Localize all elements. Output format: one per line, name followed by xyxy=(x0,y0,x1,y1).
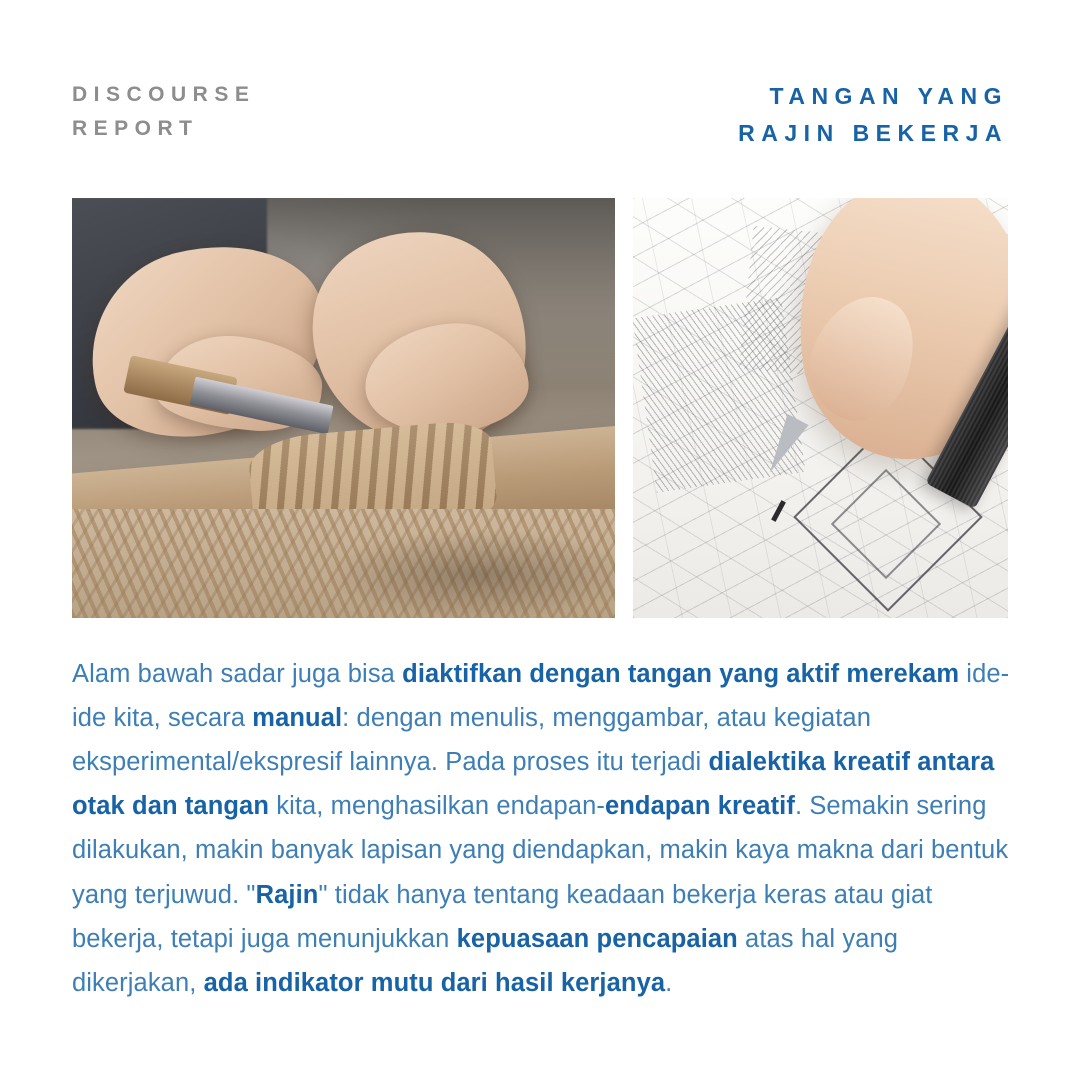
header xyxy=(72,78,1008,153)
hand-sketching-photo xyxy=(633,198,1008,618)
wood-shavings xyxy=(72,509,615,618)
brand-line-1: DISCOURSE xyxy=(72,83,256,106)
title-line-1: TANGAN YANG xyxy=(769,83,1008,109)
page-title xyxy=(738,78,1008,153)
brand-line-2: REPORT xyxy=(72,117,199,141)
image-gallery xyxy=(72,198,1008,618)
brand-label xyxy=(72,78,255,146)
title-line-2: RAJIN BEKERJA xyxy=(738,120,1008,147)
wood-carving-photo xyxy=(72,198,615,618)
article-paragraph: Alam bawah sadar juga bisa diaktifkan dengan tangan yang aktif merekam ide-ide kita, secara manual: dengan menulis, menggambar, atau kegiatan eksperimental/ekspresif lainnya. Pada proses itu terjadi dialektika kreatif antara otak dan tangan kita, menghasilkan endapan-endapan kreatif. Semakin sering dilakukan, makin banyak lapisan yang diendapkan, makin kaya makna dari bentuk yang terjuwud. "Rajin" tidak hanya tentang keadaan bekerja keras atau giat bekerja, tetapi juga menunjukkan kepuasaan pencapaian atas hal yang dikerjakan, ada indikator mutu dari hasil kerjanya. xyxy=(72,660,1010,997)
